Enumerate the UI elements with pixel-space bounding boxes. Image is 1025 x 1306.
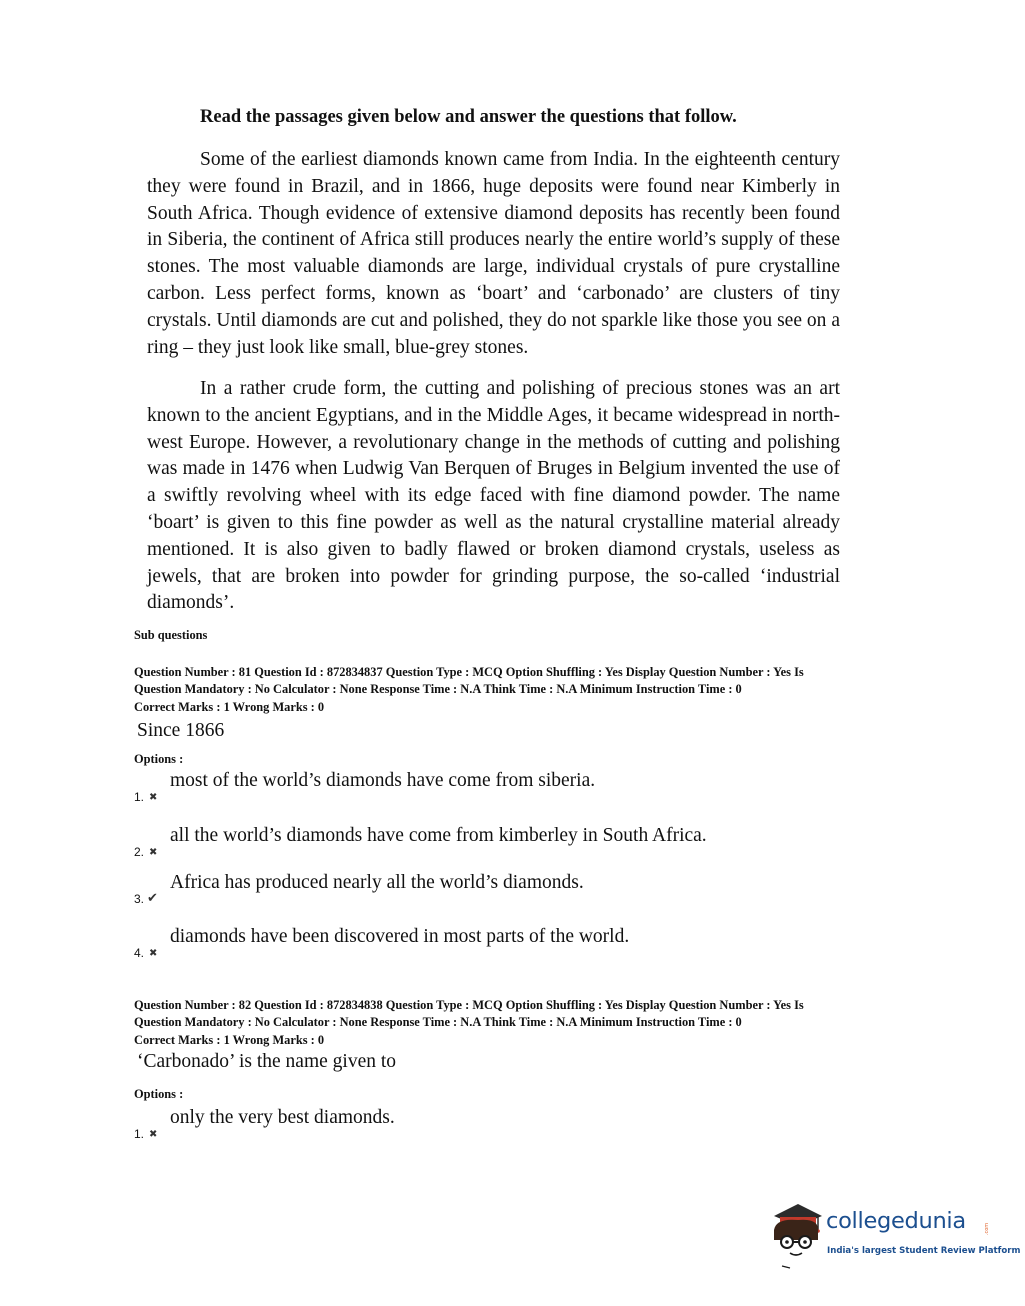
option-number: 1. (134, 790, 145, 804)
logo-tagline: India's largest Student Review Platform (827, 1246, 1021, 1256)
sub-questions-label: Sub questions (134, 628, 208, 642)
instructions-heading: Read the passages given below and answer the questions that follow. (200, 107, 737, 127)
question-marks: Correct Marks : 1 Wrong Marks : 0 (134, 700, 325, 714)
cross-icon: ✖ (149, 847, 158, 858)
question-81-metadata (134, 664, 894, 716)
option-text: Africa has produced nearly all the world’s diamonds. (170, 872, 584, 893)
option-text: diamonds have been discovered in most parts of the world. (170, 926, 630, 947)
question-81-text: Since 1866 (137, 720, 225, 741)
question-82-metadata (134, 997, 894, 1049)
option-text: all the world’s diamonds have come from kimberley in South Africa. (170, 825, 707, 846)
question-meta-line: Question Mandatory : No Calculator : None Response Time : N.A Think Time : N.A Minimum Instruction Time : 0 (134, 1014, 742, 1029)
option-number: 2. (134, 845, 145, 859)
question-81-option-1[interactable] (134, 770, 834, 804)
option-number: 4. (134, 946, 145, 960)
options-label: Options : (134, 752, 184, 766)
question-82-option-1[interactable] (134, 1107, 834, 1141)
question-81-option-2[interactable] (134, 825, 834, 859)
options-label: Options : (134, 1087, 184, 1101)
question-meta-line: Question Mandatory : No Calculator : None Response Time : N.A Think Time : N.A Minimum Instruction Time : 0 (134, 681, 742, 696)
student-mascot-icon (768, 1200, 826, 1270)
check-icon: ✔ (147, 891, 158, 906)
collegedunia-logo (768, 1200, 1021, 1270)
passage-paragraph-1: Some of the earliest diamonds known came from India. In the eighteenth century they were found in Brazil, and in 1866, huge deposits were found near Kimberly in South Africa. Though evidence of extensive diamond deposits has recently been found in Siberia, the continent of Africa still produces nearly the entire world’s supply of these stones. The most valuable diamonds are large, individual crystals of pure crystalline carbon. Less perfect forms, known as ‘boart’ and ‘carbonado’ are clusters of tiny crystals. Until diamonds are cut and polished, they do not sparkle like those you see on a ring – they just look like small, blue-grey stones. (147, 149, 840, 358)
cross-icon: ✖ (149, 1129, 158, 1140)
question-81-option-4[interactable] (134, 926, 834, 960)
logo-wordmark: collegedunia (826, 1208, 966, 1234)
option-number: 1. (134, 1127, 145, 1141)
cross-icon: ✖ (149, 948, 158, 959)
logo-domain-suffix: .com (984, 1222, 991, 1236)
question-marks: Correct Marks : 1 Wrong Marks : 0 (134, 1033, 325, 1047)
option-text: most of the world’s diamonds have come from siberia. (170, 770, 596, 791)
option-number: 3. (134, 892, 145, 906)
question-82-text: ‘Carbonado’ is the name given to (137, 1051, 397, 1072)
question-81-option-3[interactable] (134, 872, 834, 906)
option-text: only the very best diamonds. (170, 1107, 395, 1128)
passage-paragraph-2: In a rather crude form, the cutting and polishing of precious stones was an art known to the ancient Egyptians, and in the Middle Ages, it became widespread in north-west Europe. However, a revolutionary change in the methods of cutting and polishing was made in 1476 when Ludwig Van Berquen of Bruges in Belgium invented the use of a swiftly revolving wheel with its edge faced with fine diamond powder. The name ‘boart’ is given to this fine powder as well as the natural crystalline material already mentioned. It is also given to badly flawed or broken diamond crystals, useless as jewels, that are broken into powder for grinding purpose, the so-called ‘industrial diamonds’. (147, 378, 840, 614)
question-meta-line: Question Number : 82 Question Id : 872834838 Question Type : MCQ Option Shuffling : Yes Display Question Number : Yes Is (134, 998, 804, 1012)
question-meta-line: Question Number : 81 Question Id : 872834837 Question Type : MCQ Option Shuffling : Yes Display Question Number : Yes Is (134, 665, 804, 679)
cross-icon: ✖ (149, 792, 158, 803)
